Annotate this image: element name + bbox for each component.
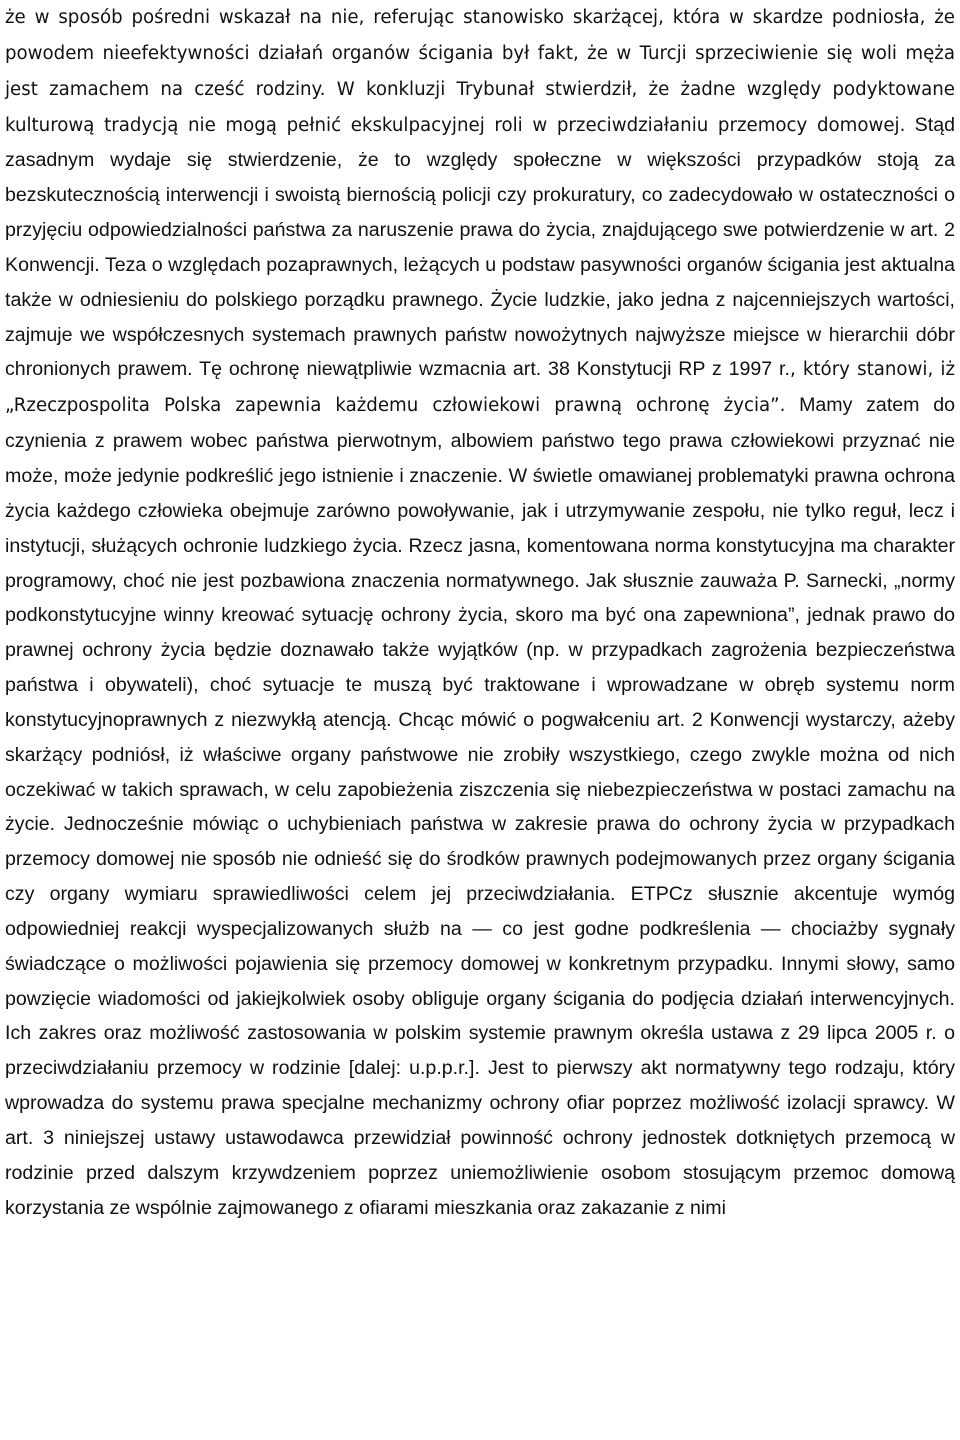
- body-paragraph: [5, 0, 955, 1226]
- text-segment-4: Mamy zatem do czynienia z prawem wobec państwa pierwotnym, albowiem państwo tego prawa człowiekowi przyznać nie może, może jedynie podkreślić jego istnienie i znaczenie. W świetle omawianej problematyki prawna ochrona życia każdego człowieka obejmuje zarówno powoływanie, jak i utrzymywanie zespołu, nie tylko reguł, lecz i instytucji, służących ochronie ludzkiego życia. Rzecz jasna, komentowana norma konstytucyjna ma charakter programowy, choć nie jest pozbawiona znaczenia normatywnego. Jak słusznie zauważa P. Sarnecki, „normy podkonstytucyjne winny kreować sytuację ochrony życia, skoro ma być ona zapewniona”, jednak prawo do prawnej ochrony życia będzie doznawało także wyjątków (np. w przypadkach zagrożenia bezpieczeństwa państwa i obywateli), choć sytuacje te muszą być traktowane i wprowadzane w obręb systemu norm konstytucyjnoprawnych z niezwykłą atencją. Chcąc mówić o pogwałceniu art. 2 Konwencji wystarczy, ażeby skarżący podniósł, iż właściwe organy państwowe nie zrobiły wszystkiego, czego zwykle można od nich oczekiwać w takich sprawach, w celu zapobieżenia ziszczenia się niebezpieczeństwa w postaci zamachu na życie. Jednocześnie mówiąc o uchybieniach państwa w zakresie prawa do ochrony życia w przypadkach przemocy domowej nie sposób nie odnieść się do środków prawnych podejmowanych przez organy ścigania czy organy wymiaru sprawiedliwości celem jej przeciwdziałania. ETPCz słusznie akcentuje wymóg odpowiedniej reakcji wyspecjalizowanych służb na — co jest godne podkreślenia — chociażby sygnały świadczące o możliwości pojawienia się przemocy domowej w konkretnym przypadku. Innymi słowy, samo powzięcie wiadomości od jakiejkolwiek osoby obliguje organy ścigania do podjęcia działań interwencyjnych. Ich zakres oraz możliwość zastosowania w polskim systemie prawnym określa ustawa z 29 lipca 2005 r. o przeciwdziałaniu przemocy w rodzinie [dalej: u.p.p.r.]. Jest to pierwszy akt normatywny tego rodzaju, który wprowadza do systemu prawa specjalne mechanizmy ochrony ofiar poprzez możliwość izolacji sprawcy. W art. 3 niniejszej ustawy ustawodawca przewidział powinność ochrony jednostek dotkniętych przemocą w rodzinie przed dalszym krzywdzeniem poprzez uniemożliwienie osobom stosującym przemoc domową korzystania ze wspólnie zajmowanego z ofiarami mieszkania oraz zakazanie z nimi: [5, 394, 955, 1219]
- text-segment-3: , który stanowi, iż „Rzeczpospolita Polska zapewnia każdemu człowiekowi prawną ochronę życia”.: [5, 359, 956, 417]
- text-segment-1: że w sposób pośredni wskazał na nie, referując stanowisko skarżącej, która w skardze podniosła, że powodem nieefektywności działań organów ścigania był fakt, że w Turcji sprzeciwienie się woli męża jest zamachem na cześć rodziny. W konkluzji Trybunał stwierdził, że żadne względy podyktowane kulturową tradycją nie mogą pełnić ekskulpacyjnej roli w przeciwdziałaniu przemocy domowej.: [5, 7, 955, 136]
- text-segment-2: Stąd zasadnym wydaje się stwierdzenie, że to względy społeczne w większości przypadków stoją za bezskutecznością interwencji i swoistą biernością policji czy prokuratury, co zadecydowało w ostateczności o przyjęciu odpowiedzialności państwa za naruszenie prawa do życia, znajdującego swe potwierdzenie w art. 2 Konwencji. Teza o względach pozaprawnych, leżących u podstaw pasywności organów ścigania jest aktualna także w odniesieniu do polskiego porządku prawnego. Życie ludzkie, jako jedna z najcenniejszych wartości, zajmuje we współczesnych systemach prawnych państw nowożytnych najwyższe miejsce w hierarchii dóbr chronionych prawem. Tę ochronę niewątpliwie wzmacnia art. 38 Konstytucji RP z 1997 r.: [5, 113, 955, 381]
